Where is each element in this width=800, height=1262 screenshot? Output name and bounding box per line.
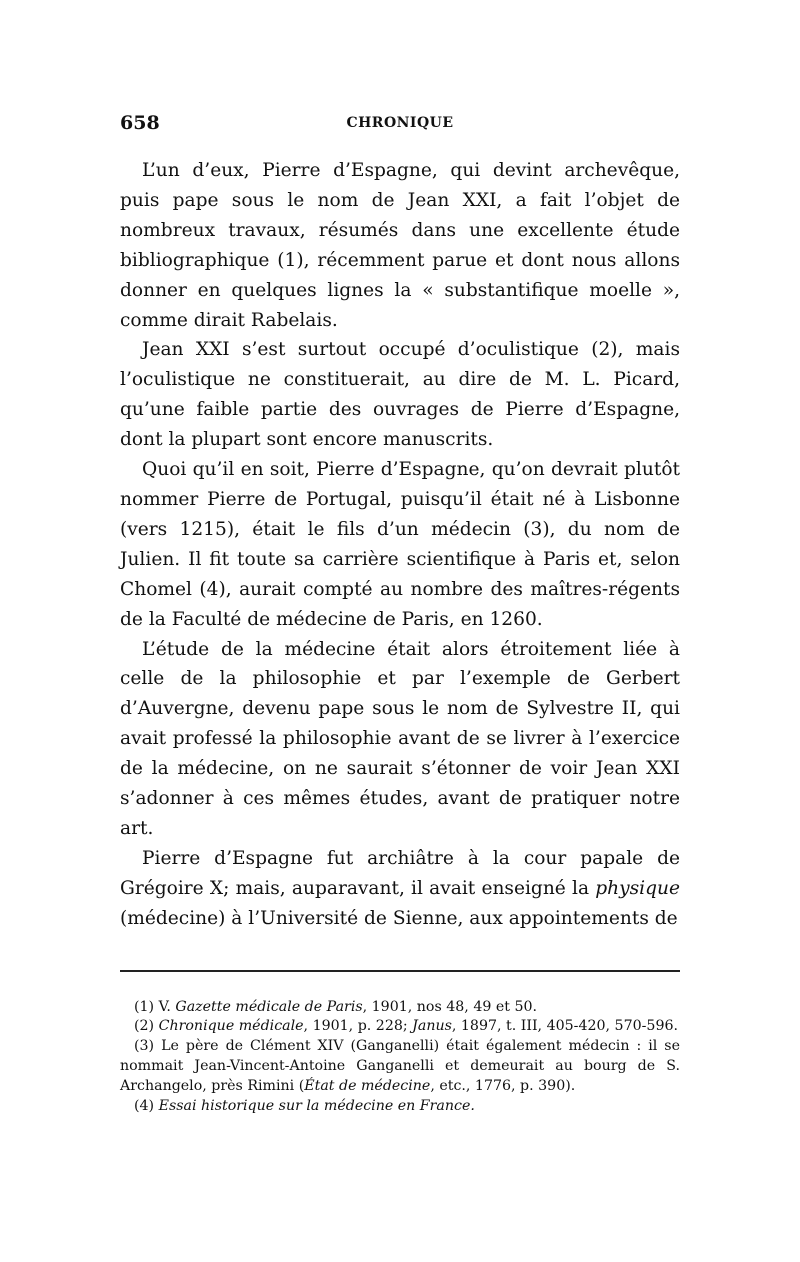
footnote-title: Gazette médicale de Paris — [175, 998, 363, 1015]
running-head — [120, 112, 680, 142]
paragraph-text: Pierre d’Espagne fut archiâtre à la cour papale de Grégoire X; mais, auparavant, il avait enseigné la — [120, 847, 680, 899]
page-number: 658 — [120, 112, 160, 134]
body-text — [120, 156, 680, 934]
book-page — [120, 112, 680, 1116]
paragraph: L’un d’eux, Pierre d’Espagne, qui devint archevêque, puis pape sous le nom de Jean XXI, a fait l’objet de nombreux travaux, résumés dans une excellente étude bibliographique (1), récemment parue et dont nous allons donner en quelques lignes la « substantifique moelle », comme dirait Rabelais. — [120, 160, 680, 331]
footnote-text: , 1901, nos 48, 49 et 50. — [362, 998, 538, 1015]
footnote-title: État de médecine — [304, 1077, 431, 1094]
footnote-divider — [120, 970, 680, 972]
footnote-title: Janus — [412, 1018, 452, 1035]
footnote-text: (2) — [134, 1018, 159, 1035]
running-title: CHRONIQUE — [346, 115, 454, 131]
footnote-text: (3) Le père de Clément XIV (Ganganelli) était également médecin : il se nommait Jean-Vincent-Antoine Ganganelli et demeurait au bourg de S. Archangelo, près Rimini ( — [120, 1038, 680, 1094]
footnote-title: Essai historique sur la médecine en France. — [158, 1097, 475, 1114]
footnote-text: , etc., 1776, p. 390). — [430, 1077, 576, 1094]
paragraph: L’étude de la médecine était alors étroitement liée à celle de la philosophie et par l’exemple de Gerbert d’Auvergne, devenu pape sous le nom de Sylvestre II, qui avait professé la philosophie avant de se livrer à l’exercice de la médecine, on ne saurait s’étonner de voir Jean XXI s’adonner à ces mêmes études, avant de pratiquer notre art. — [120, 638, 680, 839]
footnote-text: , 1897, t. III, 405-420, 570-596. — [451, 1018, 679, 1035]
emphasis-text: physique — [595, 877, 680, 899]
footnote-text: (4) — [134, 1097, 159, 1114]
paragraph-text: (médecine) à l’Université de Sienne, aux appointements de — [120, 907, 678, 929]
footnote-3 — [120, 1037, 680, 1096]
footnote-4 — [120, 1097, 680, 1117]
footnote-text: , 1901, p. 228; — [303, 1018, 413, 1035]
footnote-1 — [120, 998, 680, 1018]
paragraph — [120, 844, 680, 934]
footnote-title: Chronique médicale — [158, 1018, 304, 1035]
paragraph: Jean XXI s’est surtout occupé d’oculistique (2), mais l’oculistique ne constituerait, au dire de M. L. Picard, qu’une faible partie des ouvrages de Pierre d’Espagne, dont la plupart sont encore manuscrits. — [120, 339, 680, 451]
footnotes — [120, 998, 680, 1117]
footnote-2 — [120, 1017, 680, 1037]
footnote-text: (1) V. — [134, 998, 176, 1015]
paragraph: Quoi qu’il en soit, Pierre d’Espagne, qu’on devrait plutôt nommer Pierre de Portugal, puisqu’il était né à Lisbonne (vers 1215), était le fils d’un médecin (3), du nom de Julien. Il fit toute sa carrière scientifique à Paris et, selon Chomel (4), aurait compté au nombre des maîtres-régents de la Faculté de médecine de Paris, en 1260. — [120, 459, 680, 630]
